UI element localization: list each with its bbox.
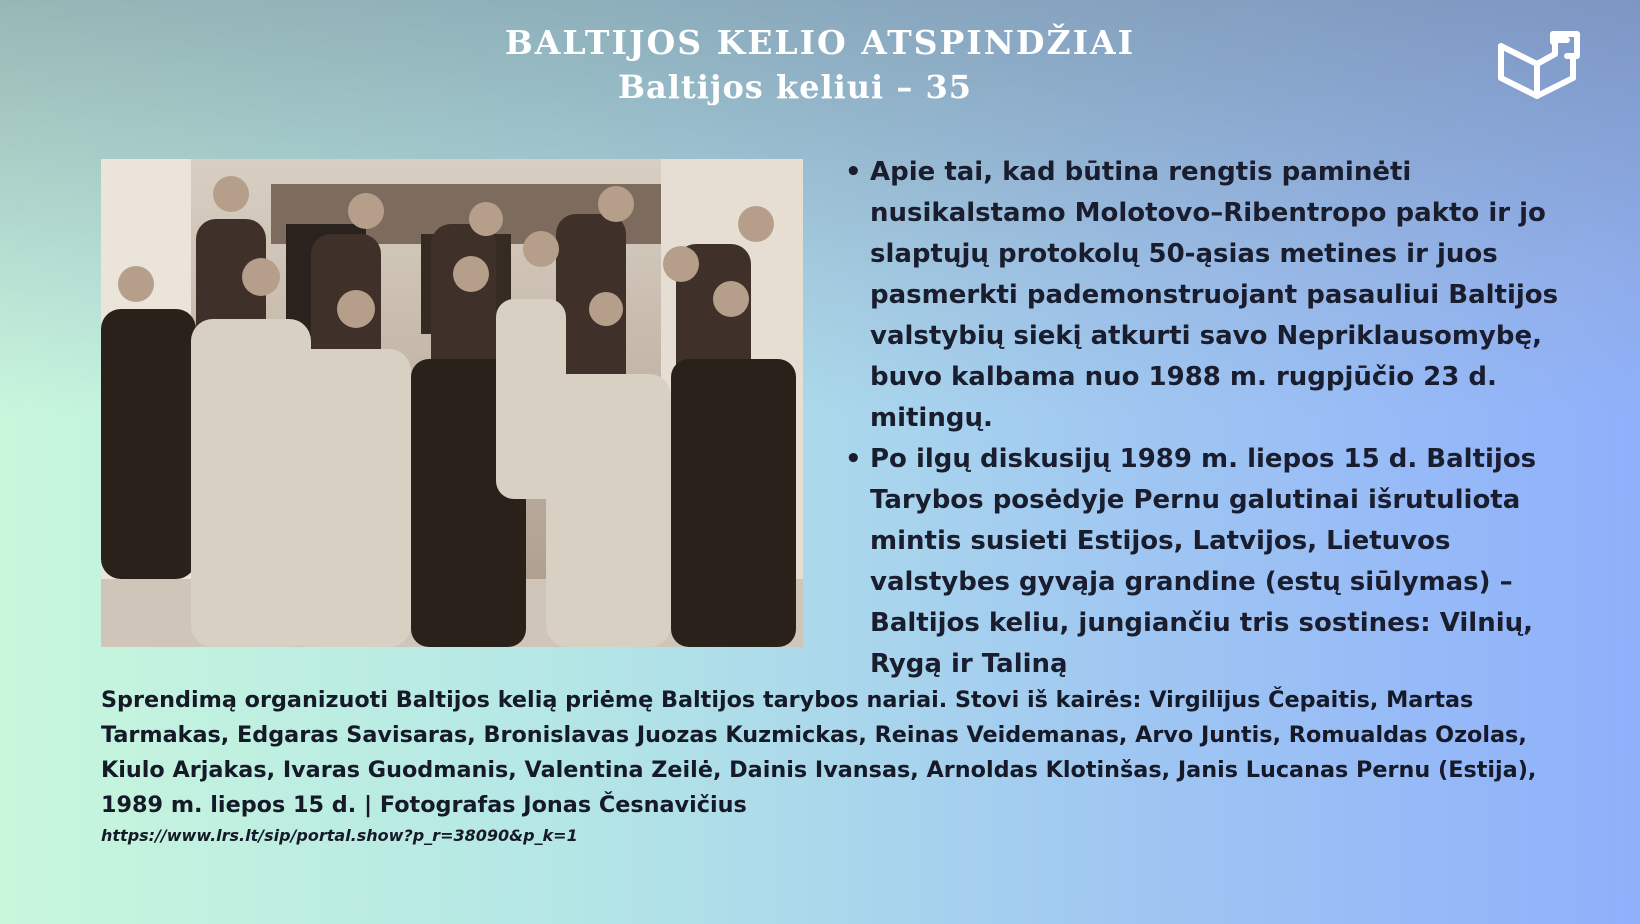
source-link[interactable]: https://www.lrs.lt/sip/portal.show?p_r=38090&p_k=1 — [101, 826, 578, 845]
bullet-item: • Po ilgų diskusijų 1989 m. liepos 15 d. Baltijos Tarybos posėdyje Pernu galutinai išrutuliota mintis susieti Estijos, Latvijos, Lietuvos valstybes gyvąja grandine (estų siūlymas) – Baltijos keliu, jungiančiu tris sostines: Vilnių, Rygą ir Taliną — [845, 439, 1565, 685]
bullet-list — [845, 152, 1565, 685]
photo-caption: Sprendimą organizuoti Baltijos kelią priėmę Baltijos tarybos nariai. Stovi iš kairės: Virgilijus Čepaitis, Martas Tarmakas, Edgaras Savisaras, Bronislavas Juozas Kuzmickas, Reinas Veidemanas, Arvo Juntis, Romualdas Ozolas, Kiulo Arjakas, Ivaras Guodmanis, Valentina Zeilė, Dainis Ivansas, Arnoldas Klotinšas, Janis Lucanas Pernu (Estija), 1989 m. liepos 15 d. | Fotografas Jonas Česnavičius — [101, 687, 1537, 818]
bullet-item: • Apie tai, kad būtina rengtis paminėti nusikalstamo Molotovo–Ribentropo pakto ir jo slaptųjų protokolų 50-ąsias metines ir juos pasmerkti pademonstruojant pasauliui Baltijos valstybių siekį atkurti savo Nepriklausomybę, buvo kalbama nuo 1988 m. rugpjūčio 23 d. mitingų. — [845, 152, 1565, 439]
header — [0, 22, 1640, 110]
group-photo — [101, 159, 803, 647]
page-subtitle: Baltijos keliui – 35 — [617, 68, 973, 106]
open-book-icon — [1497, 30, 1581, 102]
page-title: BALTIJOS KELIO ATSPINDŽIAI — [504, 23, 1136, 62]
